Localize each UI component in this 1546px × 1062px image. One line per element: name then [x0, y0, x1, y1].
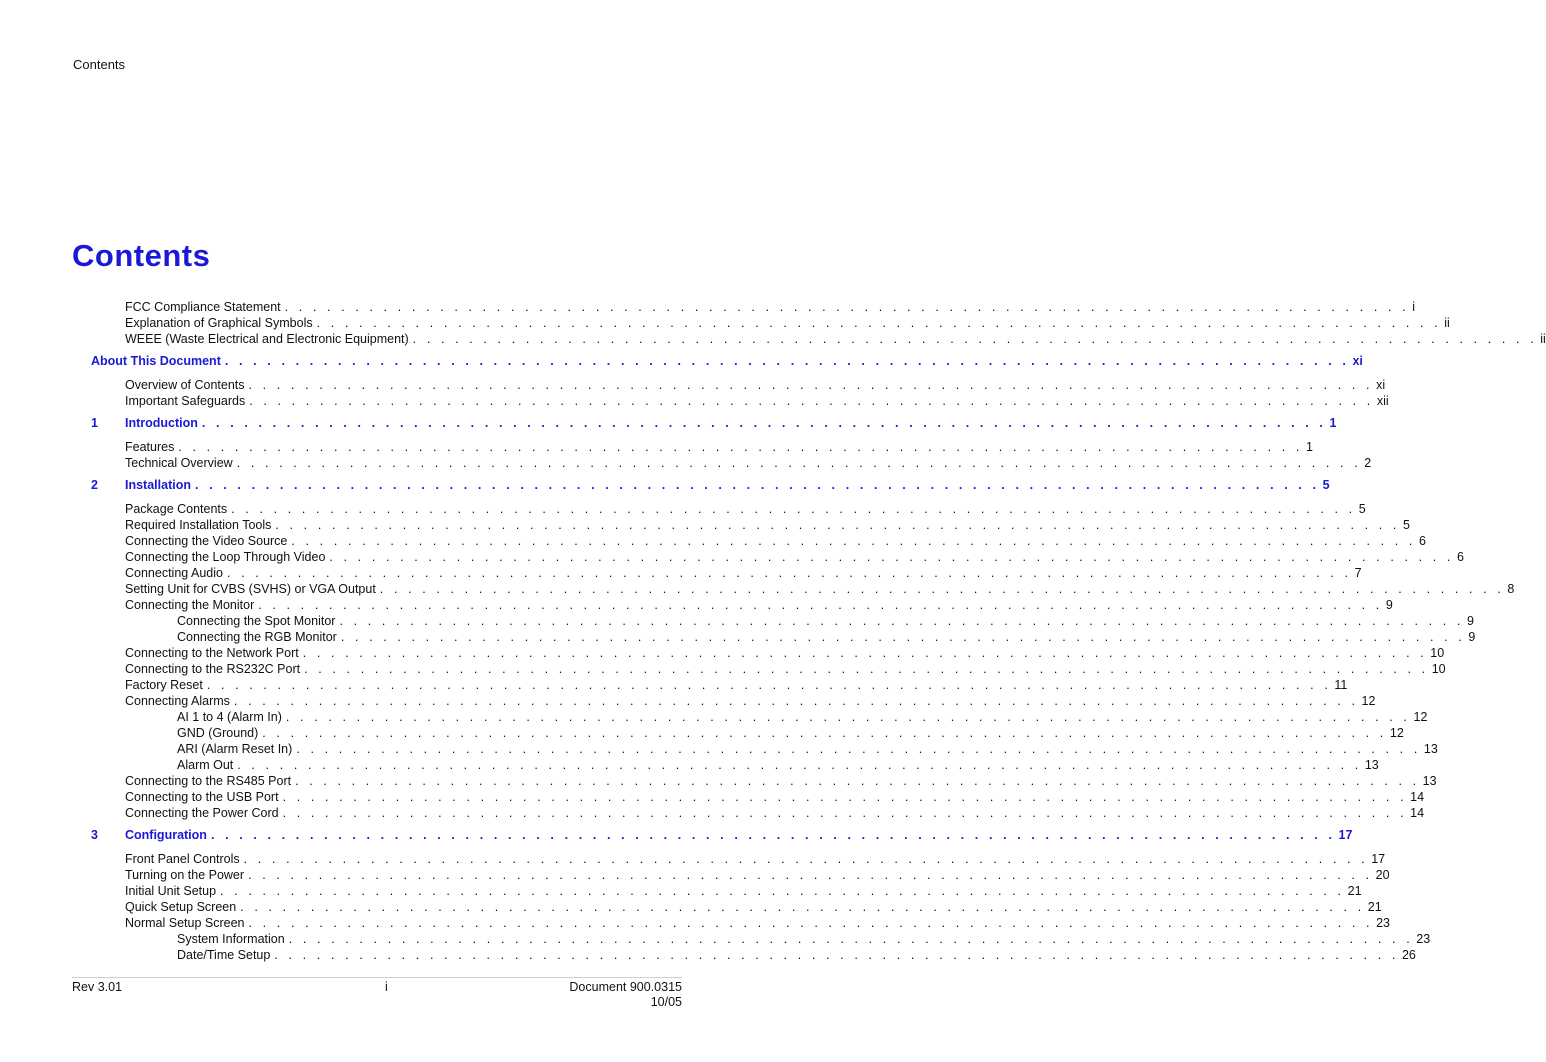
- toc-page-number: 10: [1430, 646, 1445, 660]
- dot-leader: . . . . . . . . . . . . . . . . . . . . . . . . . . . . . . . . . . . . . . . . . . . . . . . . . . . . . . . . . . . . . . . . . . . . . . . . . . . . . . . .: [282, 806, 1408, 820]
- toc-entry-label: Connecting the Spot Monitor: [177, 614, 336, 628]
- toc-entry[interactable]: [0, 725, 1404, 741]
- toc-entry-label: Setting Unit for CVBS (SVHS) or VGA Output: [125, 582, 376, 596]
- toc-entry-label: Explanation of Graphical Symbols: [125, 316, 313, 330]
- toc-page-number: 6: [1418, 534, 1426, 548]
- toc-entry-line: [177, 613, 1474, 629]
- toc-page-number: xi: [1376, 378, 1386, 392]
- footer-document-number: Document 900.0315: [569, 980, 682, 994]
- toc-page-number: 9: [1468, 630, 1476, 644]
- dot-leader: . . . . . . . . . . . . . . . . . . . . . . . . . . . . . . . . . . . . . . . . . . . . . . . . . . . . . . . . . . . . . . . . . . . . . . . . . . . . . . . .: [201, 416, 1327, 430]
- toc-page-number: 9: [1385, 598, 1393, 612]
- toc-page-number: 9: [1467, 614, 1474, 628]
- dot-leader: . . . . . . . . . . . . . . . . . . . . . . . . . . . . . . . . . . . . . . . . . . . . . . . . . . . . . . . . . . . . . . . . . . . . . . . . . . . . . . . .: [258, 598, 1383, 612]
- toc-entry-line: [125, 805, 1425, 821]
- toc-entry-label: About This Document: [91, 354, 221, 368]
- dot-leader: . . . . . . . . . . . . . . . . . . . . . . . . . . . . . . . . . . . . . . . . . . . . . . . . . . . . . . . . . . . . . . . . . . . . . . . . . . . . . . . .: [248, 868, 1373, 882]
- toc-page-number: 5: [1358, 502, 1366, 516]
- toc-entry[interactable]: [0, 501, 1366, 517]
- toc-entry[interactable]: [0, 597, 1393, 613]
- toc-page-number: 10: [1431, 662, 1446, 676]
- toc-entry[interactable]: [0, 393, 1389, 409]
- toc-entry-label: Factory Reset: [125, 678, 203, 692]
- dot-leader: . . . . . . . . . . . . . . . . . . . . . . . . . . . . . . . . . . . . . . . . . . . . . . . . . . . . . . . . . . . . . . . . . . . . . . . . . . . . . . . .: [220, 884, 1345, 898]
- toc-entry[interactable]: [0, 565, 1362, 581]
- toc-entry[interactable]: [0, 517, 1410, 533]
- dot-leader: . . . . . . . . . . . . . . . . . . . . . . . . . . . . . . . . . . . . . . . . . . . . . . . . . . . . . . . . . . . . . . . . . . . . . . . . . . . . . . . .: [340, 630, 1466, 644]
- toc-entry-line: [177, 709, 1428, 725]
- dot-leader: . . . . . . . . . . . . . . . . . . . . . . . . . . . . . . . . . . . . . . . . . . . . . . . . . . . . . . . . . . . . . . . . . . . . . . . . . . . . . . . .: [284, 300, 1410, 314]
- toc-page-number: 8: [1507, 582, 1515, 596]
- toc-entry-line: [125, 915, 1391, 931]
- toc-page-number: 13: [1422, 774, 1437, 788]
- toc-entry-label: Features: [125, 440, 175, 454]
- dot-leader: . . . . . . . . . . . . . . . . . . . . . . . . . . . . . . . . . . . . . . . . . . . . . . . . . . . . . . . . . . . . . . . . . . . . . . . . . . . . . . . .: [275, 518, 1400, 532]
- toc-entry[interactable]: [0, 549, 1464, 565]
- dot-leader: . . . . . . . . . . . . . . . . . . . . . . . . . . . . . . . . . . . . . . . . . . . . . . . . . . . . . . . . . . . . . . . . . . . . . . . . . . . . . . . .: [206, 678, 1332, 692]
- toc-page-number: xii: [1376, 394, 1389, 408]
- toc-entry-line: [125, 439, 1313, 455]
- toc-entry[interactable]: [0, 661, 1446, 677]
- toc-entry[interactable]: [0, 629, 1476, 645]
- toc-entry-line: [125, 477, 1330, 493]
- toc-page-number: 17: [1338, 828, 1353, 842]
- toc-entry-label: Connecting to the RS232C Port: [125, 662, 301, 676]
- dot-leader: . . . . . . . . . . . . . . . . . . . . . . . . . . . . . . . . . . . . . . . . . . . . . . . . . . . . . . . . . . . . . . . . . . . . . . . . . . . . . . . .: [412, 332, 1538, 346]
- toc-page-number: 14: [1410, 790, 1425, 804]
- dot-leader: . . . . . . . . . . . . . . . . . . . . . . . . . . . . . . . . . . . . . . . . . . . . . . . . . . . . . . . . . . . . . . . . . . . . . . . . . . . . . . . .: [379, 582, 1505, 596]
- toc-entry-line: [125, 533, 1426, 549]
- toc-entry-line: [177, 931, 1431, 947]
- toc-entry-line: [125, 677, 1348, 693]
- toc-page-number: 13: [1364, 758, 1379, 772]
- toc-entry[interactable]: [0, 613, 1474, 629]
- toc-entry-line: [125, 789, 1425, 805]
- dot-leader: . . . . . . . . . . . . . . . . . . . . . . . . . . . . . . . . . . . . . . . . . . . . . . . . . . . . . . . . . . . . . . . . . . . . . . . . . . . . . . . .: [302, 646, 1428, 660]
- toc-entry-label: GND (Ground): [177, 726, 259, 740]
- toc-entry-label: Turning on the Power: [125, 868, 245, 882]
- dot-leader: . . . . . . . . . . . . . . . . . . . . . . . . . . . . . . . . . . . . . . . . . . . . . . . . . . . . . . . . . . . . . . . . . . . . . . . . . . . . . . . .: [231, 502, 1356, 516]
- toc-page-number: 5: [1402, 518, 1410, 532]
- toc-entry-label: Connecting Alarms: [125, 694, 230, 708]
- toc-entry-label: Normal Setup Screen: [125, 916, 245, 930]
- toc-entry-label: Connecting to the USB Port: [125, 790, 279, 804]
- toc-entry[interactable]: [0, 455, 1372, 471]
- toc-entry[interactable]: [0, 315, 1450, 331]
- toc-entry[interactable]: [0, 931, 1431, 947]
- toc-entry-label: Connecting Audio: [125, 566, 223, 580]
- toc-entry-line: [177, 757, 1379, 773]
- toc-entry-label: Alarm Out: [177, 758, 234, 772]
- toc-entry-line: [125, 299, 1415, 315]
- toc-entry-label: Date/Time Setup: [177, 948, 271, 962]
- toc-entry-line: [177, 725, 1404, 741]
- dot-leader: . . . . . . . . . . . . . . . . . . . . . . . . . . . . . . . . . . . . . . . . . . . . . . . . . . . . . . . . . . . . . . . . . . . . . . . . . . . . . . . .: [243, 852, 1369, 866]
- toc-entry[interactable]: [0, 439, 1313, 455]
- toc-page-number: 12: [1361, 694, 1376, 708]
- toc-page-number: 1: [1305, 440, 1313, 454]
- dot-leader: . . . . . . . . . . . . . . . . . . . . . . . . . . . . . . . . . . . . . . . . . . . . . . . . . . . . . . . . . . . . . . . . . . . . . . . . . . . . . . . .: [285, 710, 1411, 724]
- dot-leader: . . . . . . . . . . . . . . . . . . . . . . . . . . . . . . . . . . . . . . . . . . . . . . . . . . . . . . . . . . . . . . . . . . . . . . . . . . . . . . . .: [248, 916, 1374, 930]
- toc-page-number: 17: [1371, 852, 1386, 866]
- toc-page-number: 23: [1376, 916, 1391, 930]
- toc-entry-line: [177, 741, 1438, 757]
- toc-page-number: 21: [1367, 900, 1382, 914]
- toc-entry[interactable]: [0, 805, 1425, 821]
- toc-chapter-entry[interactable]: [0, 353, 1363, 369]
- toc-entry[interactable]: [0, 883, 1362, 899]
- toc-page-number: 6: [1456, 550, 1464, 564]
- toc-entry-label: Overview of Contents: [125, 378, 245, 392]
- dot-leader: . . . . . . . . . . . . . . . . . . . . . . . . . . . . . . . . . . . . . . . . . . . . . . . . . . . . . . . . . . . . . . . . . . . . . . . . . . . . . . . .: [227, 566, 1352, 580]
- footer-rule: [72, 977, 682, 978]
- dot-leader: . . . . . . . . . . . . . . . . . . . . . . . . . . . . . . . . . . . . . . . . . . . . . . . . . . . . . . . . . . . . . . . . . . . . . . . . . . . . . . . .: [237, 758, 1362, 772]
- toc-entry[interactable]: [0, 867, 1390, 883]
- dot-leader: . . . . . . . . . . . . . . . . . . . . . . . . . . . . . . . . . . . . . . . . . . . . . . . . . . . . . . . . . . . . . . . . . . . . . . . . . . . . . . . .: [316, 316, 1442, 330]
- dot-leader: . . . . . . . . . . . . . . . . . . . . . . . . . . . . . . . . . . . . . . . . . . . . . . . . . . . . . . . . . . . . . . . . . . . . . . . . . . . . . . . .: [194, 478, 1320, 492]
- toc-entry-line: [125, 393, 1389, 409]
- toc-entry-label: Connecting the Monitor: [125, 598, 255, 612]
- toc-entry-line: [125, 565, 1362, 581]
- toc-page-number: i: [1412, 300, 1415, 314]
- toc-entry-label: Initial Unit Setup: [125, 884, 217, 898]
- toc-entry[interactable]: [0, 299, 1415, 315]
- toc-chapter-number: 2: [91, 478, 98, 492]
- toc-chapter-number: 1: [91, 416, 98, 430]
- dot-leader: . . . . . . . . . . . . . . . . . . . . . . . . . . . . . . . . . . . . . . . . . . . . . . . . . . . . . . . . . . . . . . . . . . . . . . . . . . . . . . . .: [224, 354, 1350, 368]
- toc-entry-line: [125, 773, 1437, 789]
- dot-leader: . . . . . . . . . . . . . . . . . . . . . . . . . . . . . . . . . . . . . . . . . . . . . . . . . . . . . . . . . . . . . . . . . . . . . . . . . . . . . . . .: [178, 440, 1303, 454]
- toc-chapter-entry[interactable]: [0, 477, 1330, 493]
- toc-page-number: 1: [1329, 416, 1337, 430]
- toc-page-number: 12: [1389, 726, 1404, 740]
- toc-entry[interactable]: [0, 581, 1515, 597]
- toc-chapter-entry[interactable]: [0, 827, 1353, 843]
- toc-entry[interactable]: [0, 773, 1437, 789]
- toc-page-number: 26: [1401, 948, 1416, 962]
- toc-entry-line: [125, 315, 1450, 331]
- toc-entry[interactable]: [0, 947, 1416, 963]
- toc-entry-label: ARI (Alarm Reset In): [177, 742, 293, 756]
- toc-page-number: ii: [1540, 332, 1546, 346]
- toc-entry-line: [125, 549, 1464, 565]
- toc-entry[interactable]: [0, 899, 1382, 915]
- toc-entry-label: Installation: [125, 478, 191, 492]
- toc-page-number: ii: [1444, 316, 1450, 330]
- toc-entry-line: [125, 867, 1390, 883]
- toc-entry-line: [177, 629, 1476, 645]
- toc-page-number: 11: [1334, 678, 1348, 692]
- toc-page-number: 21: [1347, 884, 1362, 898]
- toc-entry-label: FCC Compliance Statement: [125, 300, 281, 314]
- dot-leader: . . . . . . . . . . . . . . . . . . . . . . . . . . . . . . . . . . . . . . . . . . . . . . . . . . . . . . . . . . . . . . . . . . . . . . . . . . . . . . . .: [233, 694, 1359, 708]
- toc-entry-line: [91, 353, 1363, 369]
- toc-entry[interactable]: [0, 693, 1376, 709]
- dot-leader: . . . . . . . . . . . . . . . . . . . . . . . . . . . . . . . . . . . . . . . . . . . . . . . . . . . . . . . . . . . . . . . . . . . . . . . . . . . . . . . .: [304, 662, 1429, 676]
- dot-leader: . . . . . . . . . . . . . . . . . . . . . . . . . . . . . . . . . . . . . . . . . . . . . . . . . . . . . . . . . . . . . . . . . . . . . . . . . . . . . . . .: [291, 534, 1416, 548]
- dot-leader: . . . . . . . . . . . . . . . . . . . . . . . . . . . . . . . . . . . . . . . . . . . . . . . . . . . . . . . . . . . . . . . . . . . . . . . . . . . . . . . .: [236, 456, 1362, 470]
- toc-entry-line: [125, 415, 1337, 431]
- toc-entry-line: [125, 455, 1372, 471]
- toc-entry-label: Quick Setup Screen: [125, 900, 237, 914]
- toc-entry-line: [125, 581, 1515, 597]
- dot-leader: . . . . . . . . . . . . . . . . . . . . . . . . . . . . . . . . . . . . . . . . . . . . . . . . . . . . . . . . . . . . . . . . . . . . . . . . . . . . . . . .: [282, 790, 1408, 804]
- toc-entry-line: [125, 501, 1366, 517]
- toc-entry-label: Connecting to the Network Port: [125, 646, 299, 660]
- toc-entry-line: [125, 693, 1376, 709]
- toc-entry[interactable]: [0, 915, 1391, 931]
- page-title: Contents: [72, 238, 211, 273]
- toc-page-number: 20: [1375, 868, 1390, 882]
- toc-entry-line: [125, 377, 1386, 393]
- toc-entry[interactable]: [0, 709, 1428, 725]
- toc-entry-line: [125, 331, 1546, 347]
- dot-leader: . . . . . . . . . . . . . . . . . . . . . . . . . . . . . . . . . . . . . . . . . . . . . . . . . . . . . . . . . . . . . . . . . . . . . . . . . . . . . . . .: [295, 774, 1420, 788]
- toc-page-number: 23: [1416, 932, 1431, 946]
- dot-leader: . . . . . . . . . . . . . . . . . . . . . . . . . . . . . . . . . . . . . . . . . . . . . . . . . . . . . . . . . . . . . . . . . . . . . . . . . . . . . . . .: [240, 900, 1365, 914]
- footer-date: 10/05: [650, 995, 682, 1009]
- dot-leader: . . . . . . . . . . . . . . . . . . . . . . . . . . . . . . . . . . . . . . . . . . . . . . . . . . . . . . . . . . . . . . . . . . . . . . . . . . . . . . . .: [262, 726, 1387, 740]
- toc-page-number: 2: [1364, 456, 1372, 470]
- toc-page-number: 13: [1423, 742, 1438, 756]
- toc-page-number: 7: [1354, 566, 1362, 580]
- toc-entry-label: Introduction: [125, 416, 198, 430]
- dot-leader: . . . . . . . . . . . . . . . . . . . . . . . . . . . . . . . . . . . . . . . . . . . . . . . . . . . . . . . . . . . . . . . . . . . . . . . . . . . . . . . .: [210, 828, 1336, 842]
- toc-entry-line: [125, 899, 1382, 915]
- toc-entry-label: WEEE (Waste Electrical and Electronic Equipment): [125, 332, 409, 346]
- toc-entry-label: Connecting to the RS485 Port: [125, 774, 292, 788]
- toc-entry-label: Connecting the Power Cord: [125, 806, 279, 820]
- dot-leader: . . . . . . . . . . . . . . . . . . . . . . . . . . . . . . . . . . . . . . . . . . . . . . . . . . . . . . . . . . . . . . . . . . . . . . . . . . . . . . . .: [296, 742, 1421, 756]
- dot-leader: . . . . . . . . . . . . . . . . . . . . . . . . . . . . . . . . . . . . . . . . . . . . . . . . . . . . . . . . . . . . . . . . . . . . . . . . . . . . . . . .: [249, 394, 1374, 408]
- footer-document-info: [569, 980, 682, 1010]
- footer-revision: Rev 3.01: [72, 980, 123, 994]
- toc-page-number: xi: [1352, 354, 1363, 368]
- toc-entry-label: Front Panel Controls: [125, 852, 240, 866]
- toc-entry-label: Important Safeguards: [125, 394, 246, 408]
- toc-entry-line: [125, 827, 1353, 843]
- toc-entry-label: Connecting the RGB Monitor: [177, 630, 337, 644]
- dot-leader: . . . . . . . . . . . . . . . . . . . . . . . . . . . . . . . . . . . . . . . . . . . . . . . . . . . . . . . . . . . . . . . . . . . . . . . . . . . . . . . .: [329, 550, 1454, 564]
- dot-leader: . . . . . . . . . . . . . . . . . . . . . . . . . . . . . . . . . . . . . . . . . . . . . . . . . . . . . . . . . . . . . . . . . . . . . . . . . . . . . . . .: [339, 614, 1465, 628]
- toc-entry[interactable]: [0, 757, 1379, 773]
- toc-chapter-number: 3: [91, 828, 98, 842]
- toc-entry[interactable]: [0, 331, 1546, 347]
- toc-entry[interactable]: [0, 851, 1386, 867]
- toc-entry-line: [125, 597, 1393, 613]
- toc-entry-label: System Information: [177, 932, 285, 946]
- toc-entry-label: Connecting the Video Source: [125, 534, 288, 548]
- running-header: Contents: [73, 57, 126, 72]
- toc-entry-line: [125, 883, 1362, 899]
- toc-entry[interactable]: [0, 377, 1386, 393]
- dot-leader: . . . . . . . . . . . . . . . . . . . . . . . . . . . . . . . . . . . . . . . . . . . . . . . . . . . . . . . . . . . . . . . . . . . . . . . . . . . . . . . .: [288, 932, 1414, 946]
- dot-leader: . . . . . . . . . . . . . . . . . . . . . . . . . . . . . . . . . . . . . . . . . . . . . . . . . . . . . . . . . . . . . . . . . . . . . . . . . . . . . . . .: [274, 948, 1399, 962]
- toc-page-number: 12: [1413, 710, 1428, 724]
- toc-entry-line: [125, 661, 1446, 677]
- toc-entry[interactable]: [0, 789, 1425, 805]
- toc-entry-label: Required Installation Tools: [125, 518, 272, 532]
- toc-entry[interactable]: [0, 741, 1438, 757]
- toc-entry-line: [177, 947, 1416, 963]
- footer-page-number: i: [385, 980, 388, 994]
- dot-leader: . . . . . . . . . . . . . . . . . . . . . . . . . . . . . . . . . . . . . . . . . . . . . . . . . . . . . . . . . . . . . . . . . . . . . . . . . . . . . . . .: [248, 378, 1374, 392]
- toc-entry-label: Technical Overview: [125, 456, 233, 470]
- toc-entry[interactable]: [0, 677, 1348, 693]
- toc-chapter-entry[interactable]: [0, 415, 1337, 431]
- toc-entry[interactable]: [0, 533, 1426, 549]
- toc-page-number: 14: [1410, 806, 1425, 820]
- toc-entry-label: AI 1 to 4 (Alarm In): [177, 710, 282, 724]
- toc-entry-line: [125, 517, 1410, 533]
- toc-entry-line: [125, 645, 1445, 661]
- toc-entry[interactable]: [0, 645, 1445, 661]
- toc-entry-line: [125, 851, 1386, 867]
- toc-page-number: 5: [1322, 478, 1330, 492]
- toc-entry-label: Connecting the Loop Through Video: [125, 550, 326, 564]
- toc-entry-label: Configuration: [125, 828, 207, 842]
- toc-entry-label: Package Contents: [125, 502, 228, 516]
